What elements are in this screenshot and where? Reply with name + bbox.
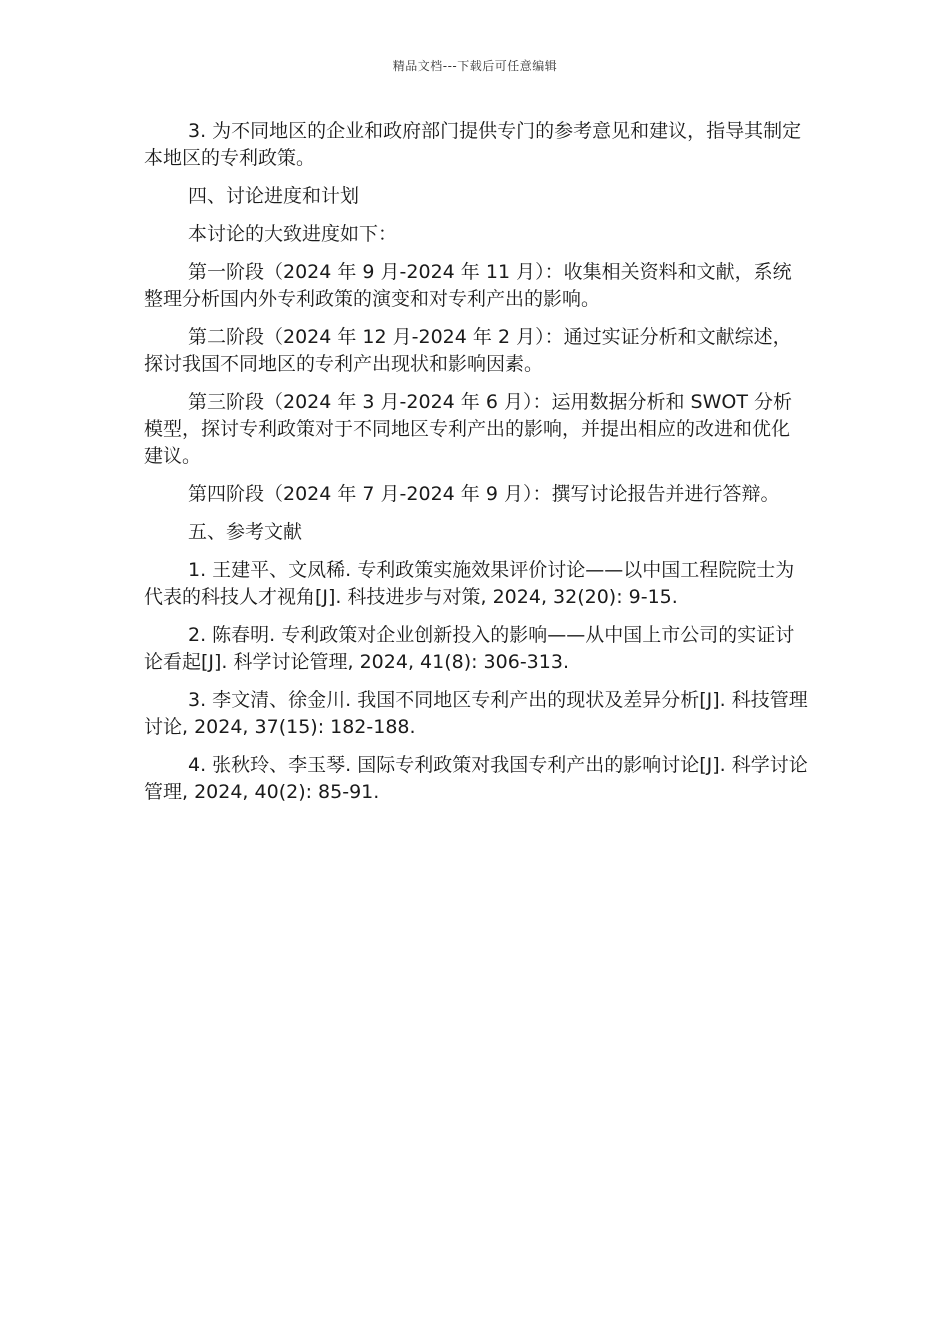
objective-item-3: 3. 为不同地区的企业和政府部门提供专门的参考意见和建议，指导其制定本地区的专利政策。 <box>144 120 802 169</box>
reference-item-1: 1. 王建平、文凤稀. 专利政策实施效果评价讨论——以中国工程院院士为代表的科技人才视角[J]. 科技进步与对策, 2024, 32(20): 9-15. <box>144 559 795 608</box>
schedule-phase-4: 第四阶段（2024 年 7 月-2024 年 9 月）：撰写讨论报告并进行答辩。 <box>188 483 780 505</box>
schedule-phase-1: 第一阶段（2024 年 9 月-2024 年 11 月）：收集相关资料和文献，系统整理分析国内外专利政策的演变和对专利产出的影响。 <box>144 261 792 310</box>
schedule-intro: 本讨论的大致进度如下： <box>188 223 398 245</box>
schedule-phase-3: 第三阶段（2024 年 3 月-2024 年 6 月）：运用数据分析和 SWOT 分析模型，探讨专利政策对于不同地区专利产出的影响，并提出相应的改进和优化建议。 <box>144 391 792 467</box>
schedule-phase-2: 第二阶段（2024 年 12 月-2024 年 2 月）：通过实证分析和文献综述，探讨我国不同地区的专利产出现状和影响因素。 <box>144 326 792 375</box>
page-header: 精品文档---下载后可任意编辑 <box>392 59 558 73</box>
reference-item-4: 4. 张秋玲、李玉琴. 国际专利政策对我国专利产出的影响讨论[J]. 科学讨论管理, 2024, 40(2): 85-91. <box>144 754 808 803</box>
document-body <box>144 118 808 817</box>
reference-item-2: 2. 陈春明. 专利政策对企业创新投入的影响——从中国上市公司的实证讨论看起[J]. 科学讨论管理, 2024, 41(8): 306-313. <box>144 624 795 673</box>
section-heading-schedule: 四、讨论进度和计划 <box>188 185 360 207</box>
reference-item-3: 3. 李文清、徐金川. 我国不同地区专利产出的现状及差异分析[J]. 科技管理讨论, 2024, 37(15): 182-188. <box>144 689 808 738</box>
section-heading-references: 五、参考文献 <box>188 521 303 543</box>
